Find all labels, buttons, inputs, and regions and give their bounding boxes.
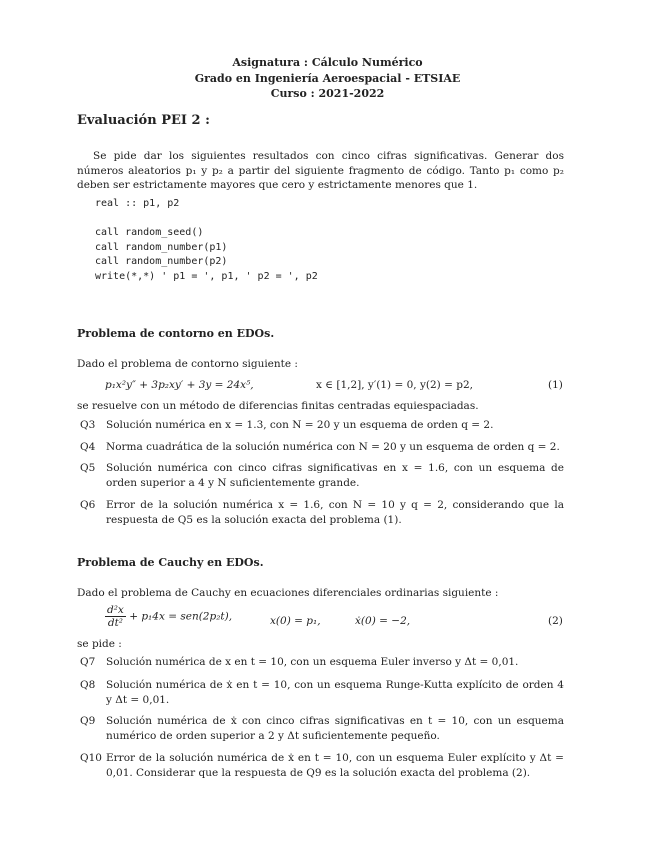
equation-1-conditions: x ∈ [1,2], y′(1) = 0, y(2) = p2, — [316, 379, 473, 391]
section1-after: se resuelve con un método de diferencias finitas centradas equiespaciadas. — [77, 400, 479, 412]
academic-year: Curso : 2021-2022 — [270, 87, 385, 100]
intro-paragraph: Se pide dar los siguientes resultados con cinco cifras significativas. Generar dos números aleatorios p₁ y p₂ a partir del siguiente fragmento de código. Tanto p₁ como p₂ deben ser estrictamente mayores que cero y estrictamente menores que 1. — [77, 150, 564, 191]
question-text: Solución numérica con cinco cifras significativas en x = 1.6, con un esquema de orden superior a 4 y N suficientemente grande. — [106, 462, 564, 489]
equation-2-condition-1: x(0) = p₁, — [270, 615, 321, 627]
equation-2-rhs: + p₁4x = sen(2p₂t), — [129, 610, 233, 623]
code-line-6: write(*,*) ' p1 = ', p1, ' p2 = ', p2 — [95, 270, 318, 282]
code-line-5: call random_number(p2) — [95, 256, 228, 267]
code-line-1: real :: p1, p2 — [95, 198, 180, 209]
course-subject: Asignatura : Cálculo Numérico — [232, 56, 423, 69]
question-text: Solución numérica de x en t = 10, con un esquema Euler inverso y Δt = 0,01. — [106, 656, 519, 668]
section-title-boundary: Problema de contorno en EDOs. — [77, 327, 275, 340]
question-label: Q5 — [80, 462, 96, 474]
question-text: Norma cuadrática de la solución numérica con N = 20 y un esquema de orden q = 2. — [106, 441, 560, 453]
question-label: Q4 — [80, 441, 96, 453]
question-text: Error de la solución numérica x = 1.6, con N = 10 y q = 2, considerando que la respuesta de Q5 es la solución exacta del problema (1). — [106, 499, 564, 526]
question-label: Q9 — [80, 715, 96, 727]
question-text: Solución numérica de ẋ en t = 10, con un esquema Runge-Kutta explícito de orden 4 y Δt = 0,01. — [106, 679, 564, 706]
equation-2-condition-2: ẋ(0) = −2, — [355, 615, 411, 627]
question-label: Q3 — [80, 419, 96, 431]
evaluation-title: Evaluación PEI 2 : — [77, 113, 210, 128]
question-label: Q7 — [80, 656, 96, 668]
question-text: Solución numérica en x = 1.3, con N = 20 y un esquema de orden q = 2. — [106, 419, 494, 431]
question-text: Solución numérica de ẋ con cinco cifras significativas en t = 10, con un esquema numérico de orden superior a 2 y Δt suficientemente pequeño. — [106, 715, 564, 742]
section2-after: se pide : — [77, 638, 122, 650]
equation-2 — [105, 604, 232, 629]
fraction-numerator: d²x — [107, 604, 124, 616]
question-label: Q8 — [80, 679, 96, 691]
code-line-3: call random_seed() — [95, 227, 204, 238]
section1-lead: Dado el problema de contorno siguiente : — [77, 358, 298, 370]
equation-1-number: (1) — [548, 379, 563, 391]
degree-name: Grado en Ingeniería Aeroespacial - ETSIAE — [194, 72, 461, 85]
code-line-4: call random_number(p1) — [95, 241, 228, 253]
fraction-denominator: dt² — [107, 617, 123, 629]
equation-2-number: (2) — [548, 615, 563, 627]
second-derivative-fraction — [105, 604, 126, 629]
question-label: Q10 — [80, 752, 102, 764]
question-text: Error de la solución numérica de ẋ en t = 10, con un esquema Euler explícito y Δt = 0,01. Considerar que la respuesta de Q9 es la solución exacta del problema (2). — [106, 752, 564, 779]
question-label: Q6 — [80, 499, 96, 511]
section2-lead: Dado el problema de Cauchy en ecuaciones diferenciales ordinarias siguiente : — [77, 587, 499, 599]
section-title-cauchy: Problema de Cauchy en EDOs. — [77, 556, 264, 569]
equation-1: p₁x²y″ + 3p₂xy′ + 3y = 24x⁵, — [105, 379, 254, 391]
